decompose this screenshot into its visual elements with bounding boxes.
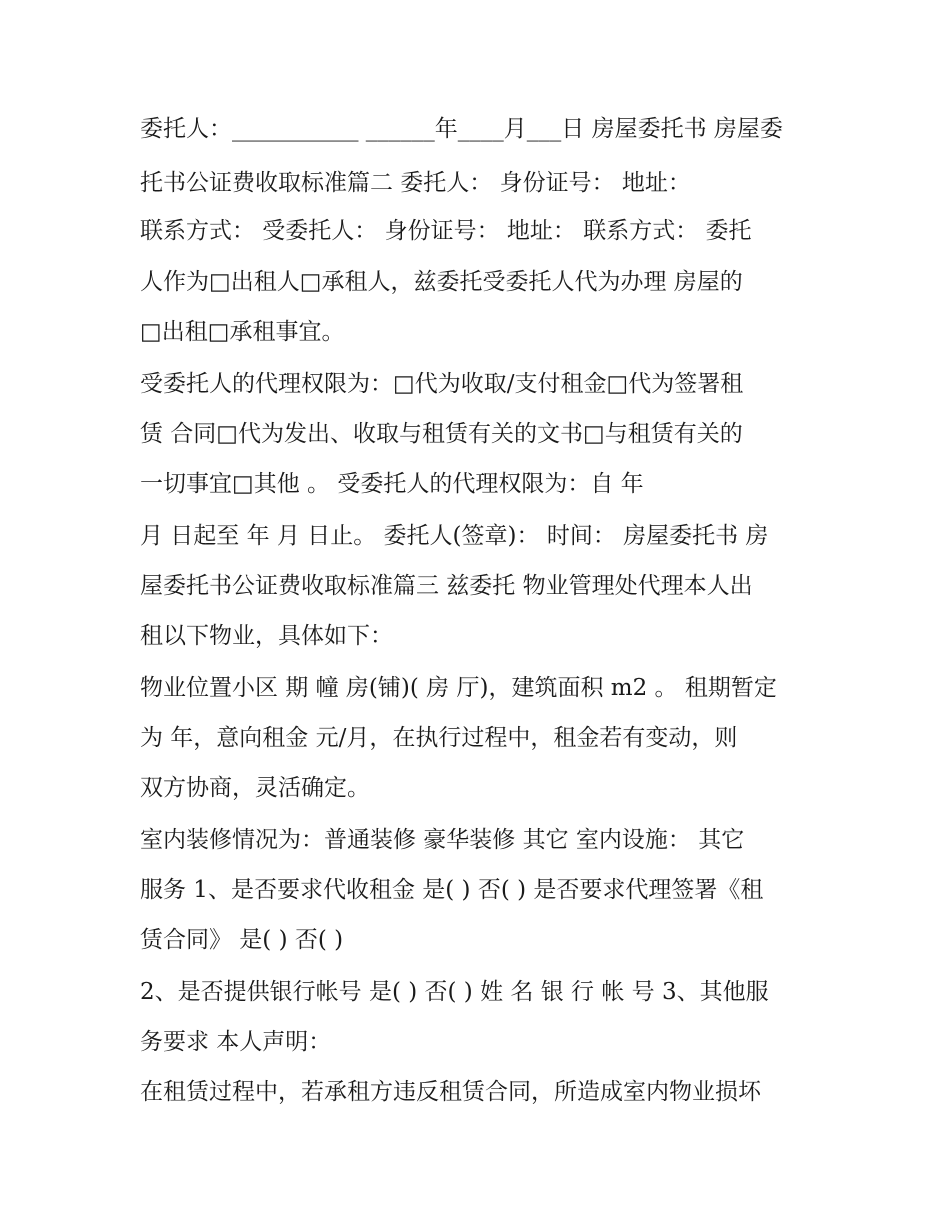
text-line: 在租赁过程中，若承租方违反租赁合同，所造成室内物业损坏	[140, 1079, 761, 1105]
text-line: 务要求 本人声明：	[140, 1029, 332, 1055]
text-line: 受委托人的代理权限为：□代为收取/支付租金□代为签署租	[140, 371, 744, 397]
text-line: 物业位置小区 期 幢 房(铺)( 房 厅)，建筑面积 m2 。 租期暂定	[140, 675, 777, 701]
text-line: 赁合同》 是( ) 否( )	[140, 927, 344, 953]
text-line: 一切事宜□其他 。 受委托人的代理权限为：自 年	[140, 471, 644, 497]
text-line: 服务 1、是否要求代收租金 是( ) 否( ) 是否要求代理签署《租	[140, 877, 764, 903]
text-line: 联系方式： 受委托人： 身份证号： 地址： 联系方式： 委托	[140, 218, 752, 244]
text-line: 托书公证费收取标准篇二 委托人： 身份证号： 地址：	[140, 170, 691, 196]
text-line: 2、是否提供银行帐号 是( ) 否( ) 姓 名 银 行 帐 号 3、其他服	[140, 979, 769, 1005]
text-line: 室内装修情况为：普通装修 豪华装修 其它 室内设施： 其它	[140, 827, 745, 853]
text-line: □出租□承租事宜。	[140, 319, 345, 345]
text-line: 月 日起至 年 月 日止。 委托人(签章)： 时间： 房屋委托书 房	[140, 523, 769, 549]
text-line: 双方协商，灵活确定。	[140, 775, 370, 801]
text-line: 委托人：___________ ______年____月___日 房屋委托书 房屋委	[140, 116, 783, 142]
text-line: 租以下物业，具体如下：	[140, 623, 393, 649]
text-line: 屋委托书公证费收取标准篇三 兹委托 物业管理处代理本人出	[140, 573, 753, 599]
text-line: 人作为□出租人□承租人，兹委托受委托人代为办理 房屋的	[140, 269, 743, 295]
text-line: 赁 合同□代为发出、收取与租赁有关的文书□与租赁有关的	[140, 421, 743, 447]
text-line: 为 年，意向租金 元/月，在执行过程中，租金若有变动，则	[140, 725, 738, 751]
